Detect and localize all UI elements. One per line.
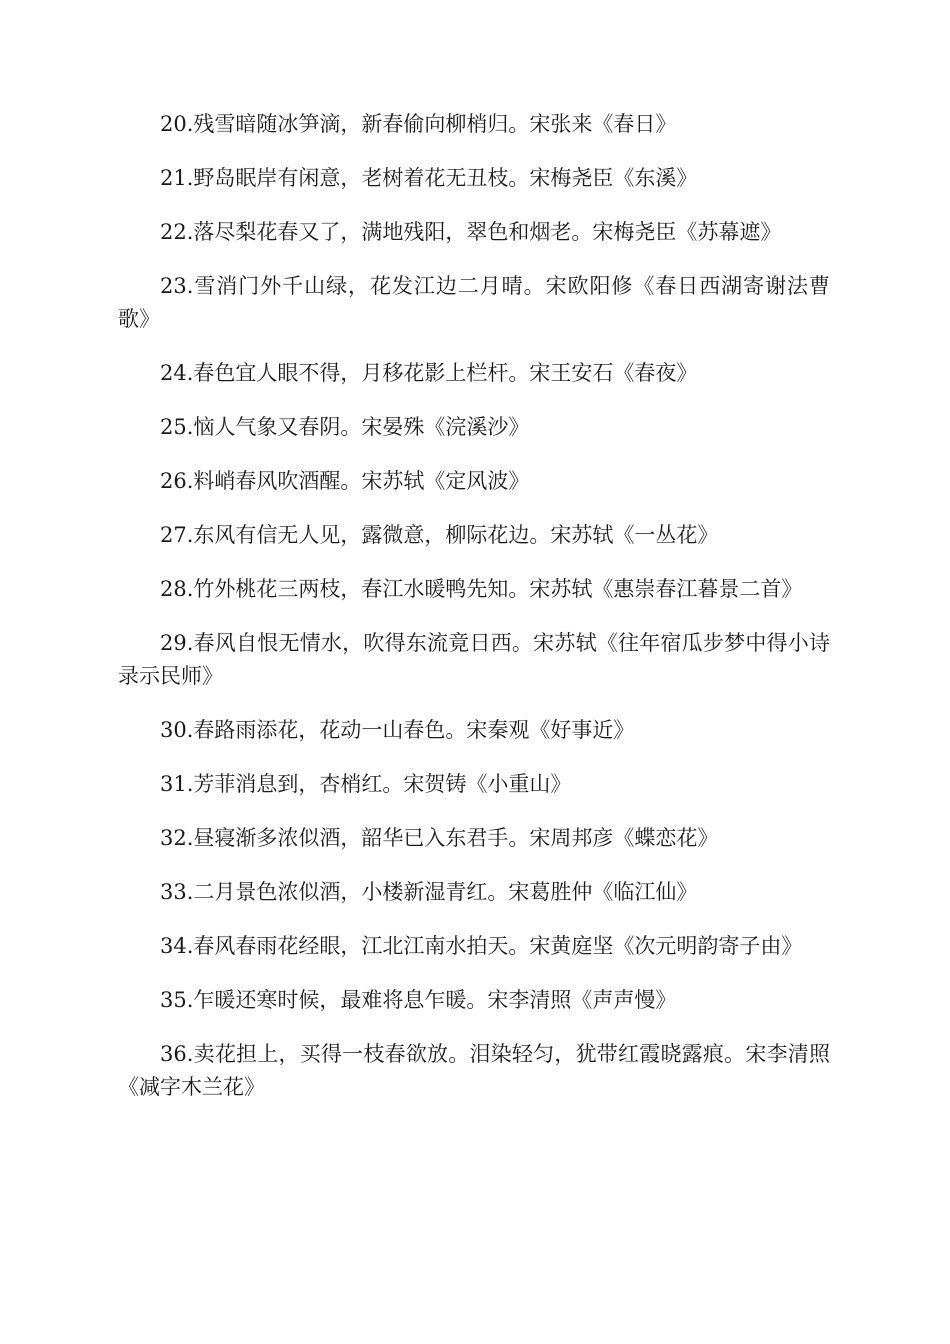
list-item: 26.料峭春风吹酒醒。宋苏轼《定风波》 bbox=[160, 469, 530, 493]
list-item: 27.东风有信无人见，露微意，柳际花边。宋苏轼《一丛花》 bbox=[160, 523, 719, 547]
list-item: 36.卖花担上，买得一枝春欲放。泪染轻匀，犹带红霞晓露痕。宋李清照《减字木兰花》 bbox=[118, 1042, 830, 1099]
list-item: 33.二月景色浓似酒，小楼新湿青红。宋葛胜仲《临江仙》 bbox=[160, 880, 698, 904]
list-item: 30.春路雨添花，花动一山春色。宋秦观《好事近》 bbox=[160, 718, 635, 742]
list-item: 25.恼人气象又春阴。宋晏殊《浣溪沙》 bbox=[160, 415, 530, 439]
list-item: 32.昼寝渐多浓似酒，韶华已入东君手。宋周邦彦《蝶恋花》 bbox=[160, 826, 719, 850]
list-item: 29.春风自恨无情水，吹得东流竟日西。宋苏轼《往年宿瓜步梦中得小诗录示民师》 bbox=[118, 631, 830, 688]
list-item: 20.残雪暗随冰笋滴，新春偷向柳梢归。宋张来《春日》 bbox=[160, 112, 677, 136]
poem-list bbox=[118, 108, 830, 1125]
list-item: 24.春色宜人眼不得，月移花影上栏杆。宋王安石《春夜》 bbox=[160, 361, 698, 385]
list-item: 22.落尽梨花春又了，满地残阳，翠色和烟老。宋梅尧臣《苏幕遮》 bbox=[160, 220, 782, 244]
list-item: 35.乍暖还寒时候，最难将息乍暖。宋李清照《声声慢》 bbox=[160, 988, 677, 1012]
list-item: 31.芳菲消息到，杏梢红。宋贺铸《小重山》 bbox=[160, 772, 572, 796]
list-item: 34.春风春雨花经眼，江北江南水拍天。宋黄庭坚《次元明韵寄子由》 bbox=[160, 934, 803, 958]
list-item: 23.雪消门外千山绿，花发江边二月晴。宋欧阳修《春日西湖寄谢法曹歌》 bbox=[118, 274, 830, 331]
list-item: 28.竹外桃花三两枝，春江水暖鸭先知。宋苏轼《惠崇春江暮景二首》 bbox=[160, 577, 803, 601]
list-item: 21.野岛眠岸有闲意，老树着花无丑枝。宋梅尧臣《东溪》 bbox=[160, 166, 698, 190]
